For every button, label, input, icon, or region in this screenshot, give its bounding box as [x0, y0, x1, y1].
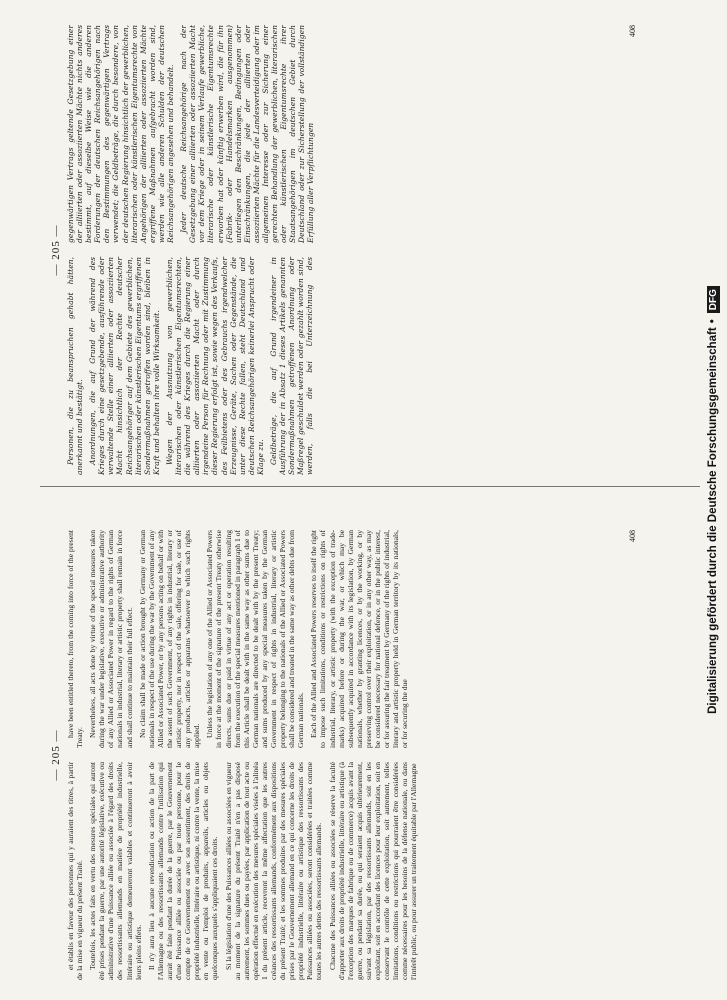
column-german [66, 25, 626, 475]
page-signature: 408 [628, 25, 637, 37]
paragraph: Wegen der Ausnutzung von gewerblichen, literarischen oder künstlerischen Eigentumsrechten, die während des Krieges durch die Regierung einer alliierten oder assoziierten Macht oder durch irgendeine Person für Rechnung oder mit Zustimmung dieser Regierung erfolgt ist, sowie wegen des Verkaufs, des Feilbietens oder des Gebrauchs irgendwelcher Erzeugnisse, Geräte, Sachen oder Gegenstände, die unter diese Rechte fallen, steht Deutschland und deutschen Reichsangehörigen keinerlei Ansprucht oder Klage zu. [164, 257, 265, 475]
text-columns [66, 530, 626, 980]
paragraph: Jeder deutsche Reichsangehörige nach der Gesetzgebung einer alliierten oder assoziierten Macht vor dem Kriege oder in seinem Verlaufe gewerbliche, literarische oder künstlerische Eigentumsrechte erworben hat oder künftig erwerben wird, die für ihn (Fabrik- oder Handelsmarken ausgenommen) unterliegen den Beschränkungen, Bedingungen oder Einschränkungen, die jede der alliierten oder assoziierten Mächte für die Landesverteidigung oder im allgemeinen Interesse oder zur Sicherung einer gerechten Behandlung der gewerblichen, literarischen oder künstlerischen Eigentumsrechte ihrer Staatsangehörigen im deutschen Gebiet durch Deutschland oder zur Sicherstellung der vollständigen Erfüllung aller Verpflichtungen [179, 25, 316, 243]
dfg-logo: DFG [707, 286, 720, 313]
paragraph: No claim shall be made or action brought by Germany or German nationals in respect of the use during the war by the Government of any Allied or Associated Power, or by any persons acting on behalf or with the assent of such Government, of any rights in industrial, literary or artistic property, nor in respect of the sale, offering for sale, or use of any products, articles or apparatus whatsoever to which such rights applied. [137, 530, 202, 748]
column-french [66, 762, 626, 980]
column-english [66, 530, 626, 748]
page-number-text: — 205 — [50, 224, 62, 276]
paragraph: Toutefois, les actes faits en vertu des mesures spéciales qui auront été prises pendant la guerre, par une autorité législative, exécutive ou administrative d'une Puissance alliée ou associée à l'égard des droits des ressortissants allemands en matière de propriété industrielle, littéraire ou artistique demeureront valables et continueront à avoir leurs pleins effets. [88, 762, 143, 980]
page-signature: 408 [628, 530, 637, 542]
text-columns [66, 25, 626, 475]
paragraph: Each of the Allied and Associated Powers reserves to itself the right to impose such limitations, conditions or restrictions on rights of industrial, literary, or artistic property (with the exception of trade-marks) acquired before or during the war, or which may be subsequently acquired in accordance with its legislation, by German nationals, whether by granting licences, or by the working, or by preserving control over their exploitation, or in any other way, as may be considered necessary for national defence, or in the public interest, or for assuring the fair treatment by Germany of the rights of industrial, literary and artistic property held in German territory by its nationals, or for securing the due [309, 530, 410, 748]
banner-dot: • [707, 319, 719, 324]
banner-text: Digitalisierung gefördert durch die Deutsche Forschungsgemeinschaft [707, 327, 719, 714]
treaty-page-french-english [50, 530, 640, 980]
page-divider [40, 486, 700, 487]
page-number-text: — 205 — [50, 729, 62, 781]
paragraph: Il n'y aura lieu à aucune revendication ou action de la part de l'Allemagne ou des ressortissants allemands contre l'utilisation qui aurait été faite pendant la durée de la guerre, par le Gouvernement d'une Puissance alliée ou associée ou par toute personne, pour le compte de ce Gouvernement ou avec son assentiment, des droits de propriété industrielle, littéraire ou artistique, ni contre la vente, la mise en vente ou l'emploi de produits, appareils, articles ou objets quelconques auxquels s'appliquaient ces droits. [146, 762, 220, 980]
paragraph: Si la législation d'une des Puissances alliées ou associées en vigueur au moment de la signature du présent Traité n'en a pas disposé autrement, les sommes dues ou payées, par application de tout acte ou opération effectué en exécution des mesures spéciales visées à l'alinéa 1 du présent article, recevront la même affectation que les autres créances des ressortissants allemands, conformément aux dispositions du présent Traité; et les sommes produites par des mesures spéciales prises par le Gouvernement allemand en ce qui concerne les droits de propriété industrielle, littéraire ou artistique des ressortissants des Puissances alliées ou associées, seront considérées et traitées comme toutes les autres dettes des ressortissants allemands. [223, 762, 324, 980]
paragraph: Personen, die zu beanspruchen gehabt hätten, anerkannt und bestätigt. [66, 257, 85, 475]
paragraph: Nevertheless, all acts done by virtue of the special measures taken during the war under legislative, executive or administrative authority of any Allied or Associated Power in regard to the rights of German nationals in industrial, literary or artistic property shall remain in force and shall continue to maintain their full effect. [88, 530, 134, 748]
paragraph: Unless the legislation of any one of the Allied or Associated Powers in force at the moment of the signature of the present Treaty otherwise directs, sums due or paid in virtue of any act or operation resulting from the execution of the special measures mentioned in paragraph 1 of this Article shall be dealt with in the same way as other sums due to German nationals are directed to be dealt with by the present Treaty; and sums produced by any special measures taken by the German Government in respect of rights in industrial, literary or artistic property belonging to the nationals of the Allied or Associated Powers shall be considered and treated in the same way as other debts due from German nationals. [205, 530, 306, 748]
page-number [50, 25, 62, 475]
dfg-banner [702, 0, 724, 1000]
treaty-page-german [50, 25, 640, 475]
paragraph: Chacune des Puissances alliées ou associées se réserve la faculté d'apporter aux droits de propriété industrielle, littéraire ou artistique (à l'exception des marques de fabrique ou de commerce) acquis avant la guerre, ou pendant sa durée, ou qui seraient acquis ultérieurement, suivant sa législation, par des ressortissants allemands, soit en les exploitant, soit en accordant des licences pour leur exploitation, soit en conservant le contrôle de cette exploitation, soit autrement, telles limitations, conditions ou restrictions qui pourraient être considérées comme nécessaires pour les besoins de la défense nationale, ou dans l'intérêt public, ou pour assurer un traitement équitable par l'Allemagne [327, 762, 419, 980]
paragraph: Anordnungen, die auf Grund der während des Krieges durch eine gesetzgebende, ausführende oder verwaltende Stelle einer alliierten oder assoziierten Macht hinsichtlich der Rechte deutscher Reichsangehöriger auf dem Gebiete des gewerblichen, literarischen oder künstlerischen Eigentums ergriffenen Sondermaßnahmen getroffen worden sind, bleiben in Kraft und behalten ihre volle Wirksamkeit. [88, 257, 161, 475]
paragraph: have been entitled thereto, from the coming into force of the present Treaty. [66, 530, 85, 748]
paragraph: Geldbeträge, die auf Grund irgendeiner in Ausführung der in Absatz 1 dieses Artikels genannten Sondermaßnahmen getroffenen Anordnung oder Maßregel geschuldet werden oder gezahlt worden sind, werden, falls die bei Unterzeichnung des gegenwärtigen Vertrags geltende Gesetzgebung einer der alliierten oder assoziierten Mächte nichts anderes bestimmt, auf dieselbe Weise wie die anderen Forderungen der deutschen Reichsangehörigen nach den Bestimmungen des gegenwärtigen Vertrags verwendet; die Geldbeträge, die durch besondere, von der deutschen Regierung hinsichtlich der gewerblichen, literarischen oder künstlerischen Eigentumsrechte von Angehörigen der alliierten oder assoziierten Mächte ergriffene Maßnahmen aufgebracht worden sind, werden wie alle anderen Schulden der deutschen Reichsangehörigen angesehen und behandelt. [66, 25, 315, 475]
page-number [50, 530, 62, 980]
paragraph: et établis en faveur des personnes qui y auraient des titres, à partir de la mise en vigueur du présent Traité. [66, 762, 85, 980]
